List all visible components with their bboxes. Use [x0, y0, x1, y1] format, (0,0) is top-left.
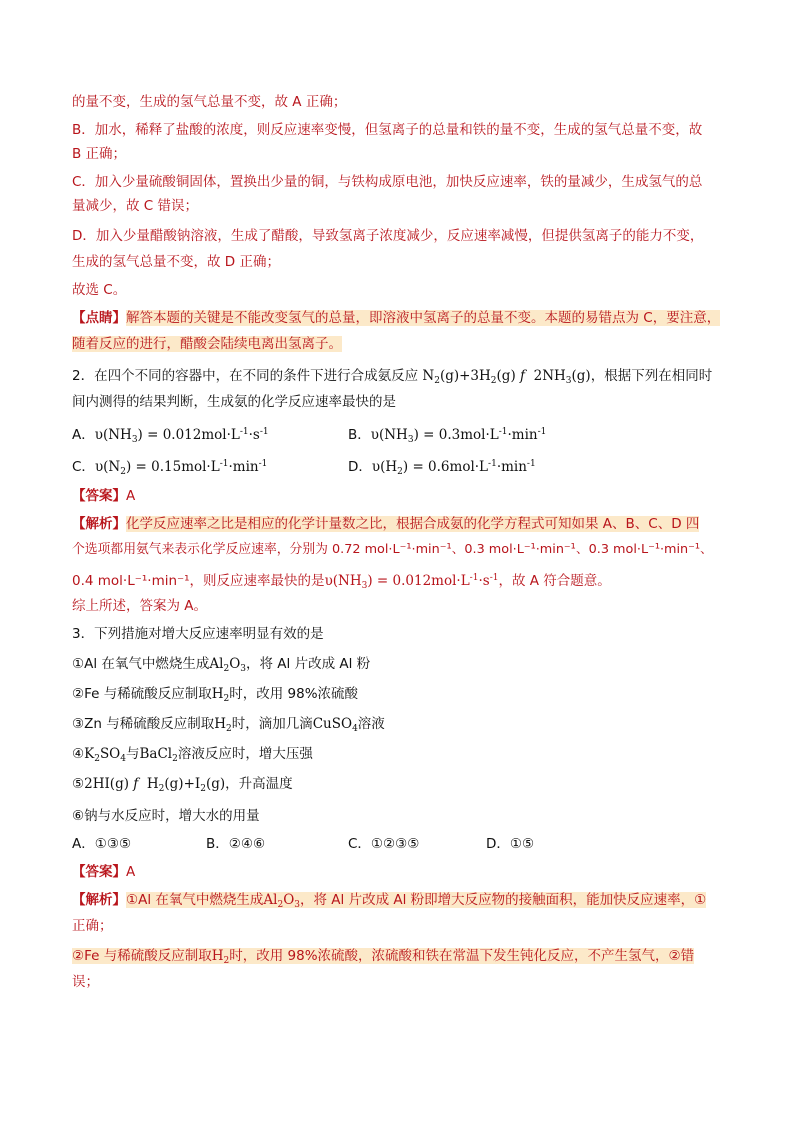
point-tag: 【点睛】: [72, 310, 126, 326]
hi-equation: 2HI(g) f $H_2(g)+I_2(g)$: [84, 776, 226, 794]
q1-line-7: 生成的氢气总量不变，故 D 正确；: [72, 254, 280, 270]
q3-answer-line: [72, 862, 135, 884]
point-text-1: 解答本题的关键是不能改变氢气的总量，即溶液中氢离子的总量不变。本题的易错点为 C，要注意，: [126, 310, 721, 326]
q2-analysis-tag: 【解析】: [72, 516, 126, 532]
q3-option-c: C．①②③⑤: [348, 836, 420, 852]
q3-item-5: ⑤2HI(g) f $H_2(g)+I_2(g)$，升高温度: [72, 776, 293, 794]
q2-stem-b: ，根据下列在相同时: [590, 368, 713, 384]
q1-line-2: B．加水，稀释了盐酸的浓度，则反应速率变慢，但氢离子的总量和铁的量不变，生成的氢气总量不变，故: [72, 122, 703, 138]
q3-stem: 3．下列措施对增大反应速率明显有效的是: [72, 626, 324, 642]
q1-line-8: 故选 C。: [72, 282, 127, 298]
q3-answer: A: [126, 864, 136, 880]
q1-point-line-2: [72, 334, 342, 356]
q2-analysis-line-3: [72, 568, 611, 590]
q2-options-row-1: [72, 422, 722, 444]
q2-stem-line-2: 间内测得的结果判断，生成氨的化学反应速率最快的是: [72, 394, 396, 410]
h2-formula: $H_2$: [211, 948, 230, 966]
q3-options: [72, 834, 722, 856]
q3-option-d: D．①⑤: [486, 836, 535, 852]
q2-analysis-3b: ，故 A 符合题意。: [498, 573, 611, 589]
q1-point-line-1: [72, 308, 720, 330]
q3-analysis-line-2: 正确；: [72, 918, 113, 934]
q2-analysis-3a: 0.4 mol·L⁻¹·min⁻¹，则反应速率最快的是: [72, 573, 325, 589]
al2o3-formula: $Al_2O_3$: [209, 656, 247, 674]
cuso4-formula: CuSO$_4$: [312, 716, 358, 734]
q3-item-1: ①Al 在氧气中燃烧生成$Al_2O_3$，将 Al 片改成 Al 粉: [72, 656, 371, 674]
q2-analysis-line-2: 个选项都用氨气来表示化学反应速率，分别为 0.72 mol·L⁻¹·min⁻¹、0.3 mol·L⁻¹·min⁻¹、0.3 mol·L⁻¹·min⁻¹、: [72, 542, 713, 557]
q3-item-4: $④K_2SO_4$与BaCl$_2$溶液反应时，增大压强: [72, 746, 313, 764]
q2-analysis-formula: $\upsilon(NH_3) = 0.012mol\cdot L^{-1}\cdot s^{-1}$: [324, 573, 499, 591]
al2o3-formula: $Al_2O_3$: [263, 892, 301, 910]
q1-line-6: D．加入少量醋酸钠溶液，生成了醋酸，导致氢离子浓度减少，反应速率减慢，但提供氢离子的能力不变，: [72, 228, 704, 244]
q1-line-1: 的量不变，生成的氢气总量不变，故 A 正确；: [72, 94, 347, 110]
q2-answer-tag: 【答案】: [72, 488, 126, 504]
h2-formula: $H_2$: [214, 716, 232, 734]
q2-answer: A: [126, 488, 136, 504]
q2-analysis-1: 化学反应速率之比是相应的化学计量数之比，根据合成氨的化学方程式可知如果 A、B、C、D 四: [126, 516, 700, 532]
q2-option-d: D．$\upsilon(H_2) = 0.6mol\cdot L^{-1}\cdot\min^{-1}$: [348, 459, 536, 477]
q3-option-b: B．②④⑥: [206, 836, 266, 852]
q2-stem-line-1: [72, 366, 712, 388]
q3-item-2: ②Fe 与稀硫酸反应制取$H_2$时，改用 98%浓硫酸: [72, 686, 359, 704]
q3-analysis-tag: 【解析】: [72, 892, 126, 908]
q3-analysis-line-3: ②Fe 与稀硫酸反应制取$H_2$时，改用 98%浓硫酸，浓硫酸和铁在常温下发生钝化反应，不产生氢气，②错: [72, 948, 695, 966]
q2-option-b: B．$\upsilon(NH_3) = 0.3mol\cdot L^{-1}\cdot\min^{-1}$: [348, 427, 547, 445]
q2-answer-line: [72, 486, 135, 508]
q3-option-a: A．①③⑤: [72, 836, 132, 852]
q3-answer-tag: 【答案】: [72, 864, 126, 880]
h2-formula: $H_2$: [211, 686, 230, 704]
q3-analysis-line-4: 误；: [72, 974, 99, 990]
q2-option-c: C．$\upsilon(N_2) = 0.15mol\cdot L^{-1}\cdot\min^{-1}$: [72, 459, 268, 477]
q2-options-row-2: [72, 454, 722, 476]
k2so4-formula: $K_2SO_4$: [84, 746, 126, 764]
q1-line-5: 量减少，故 C 错误；: [72, 198, 199, 214]
bacl2-formula: BaCl$_2$: [139, 746, 178, 764]
q1-line-3: B 正确；: [72, 146, 127, 162]
q2-analysis-line-1: [72, 514, 699, 536]
q2-stem-a: 2．在四个不同的容器中，在不同的条件下进行合成氨反应: [72, 368, 423, 384]
q1-line-4: C．加入少量硫酸铜固体，置换出少量的铜，与铁构成原电池，加快反应速率，铁的量减少，生成氢气的总: [72, 174, 703, 190]
point-text-2: 随着反应的进行，醋酸会陆续电离出氢离子。: [72, 336, 342, 352]
q3-analysis-line-1: 【解析】①Al 在氧气中燃烧生成$Al_2O_3$，将 Al 片改成 Al 粉即增大反应物的接触面积，能加快反应速率，①: [72, 892, 707, 910]
q2-option-a: A．$\upsilon(NH_3) = 0.012mol\cdot L^{-1}\cdot s^{-1}$: [72, 427, 269, 445]
q2-summary: 综上所述，答案为 A。: [72, 598, 208, 614]
q2-equation: $N_2(g)+3H_2(g)$ f $2NH_3(g)$: [422, 368, 591, 386]
q3-item-6: ⑥钠与水反应时，增大水的用量: [72, 808, 260, 824]
q3-item-3: ③Zn 与稀硫酸反应制取$H_2$时，滴加几滴CuSO$_4$溶液: [72, 716, 385, 734]
